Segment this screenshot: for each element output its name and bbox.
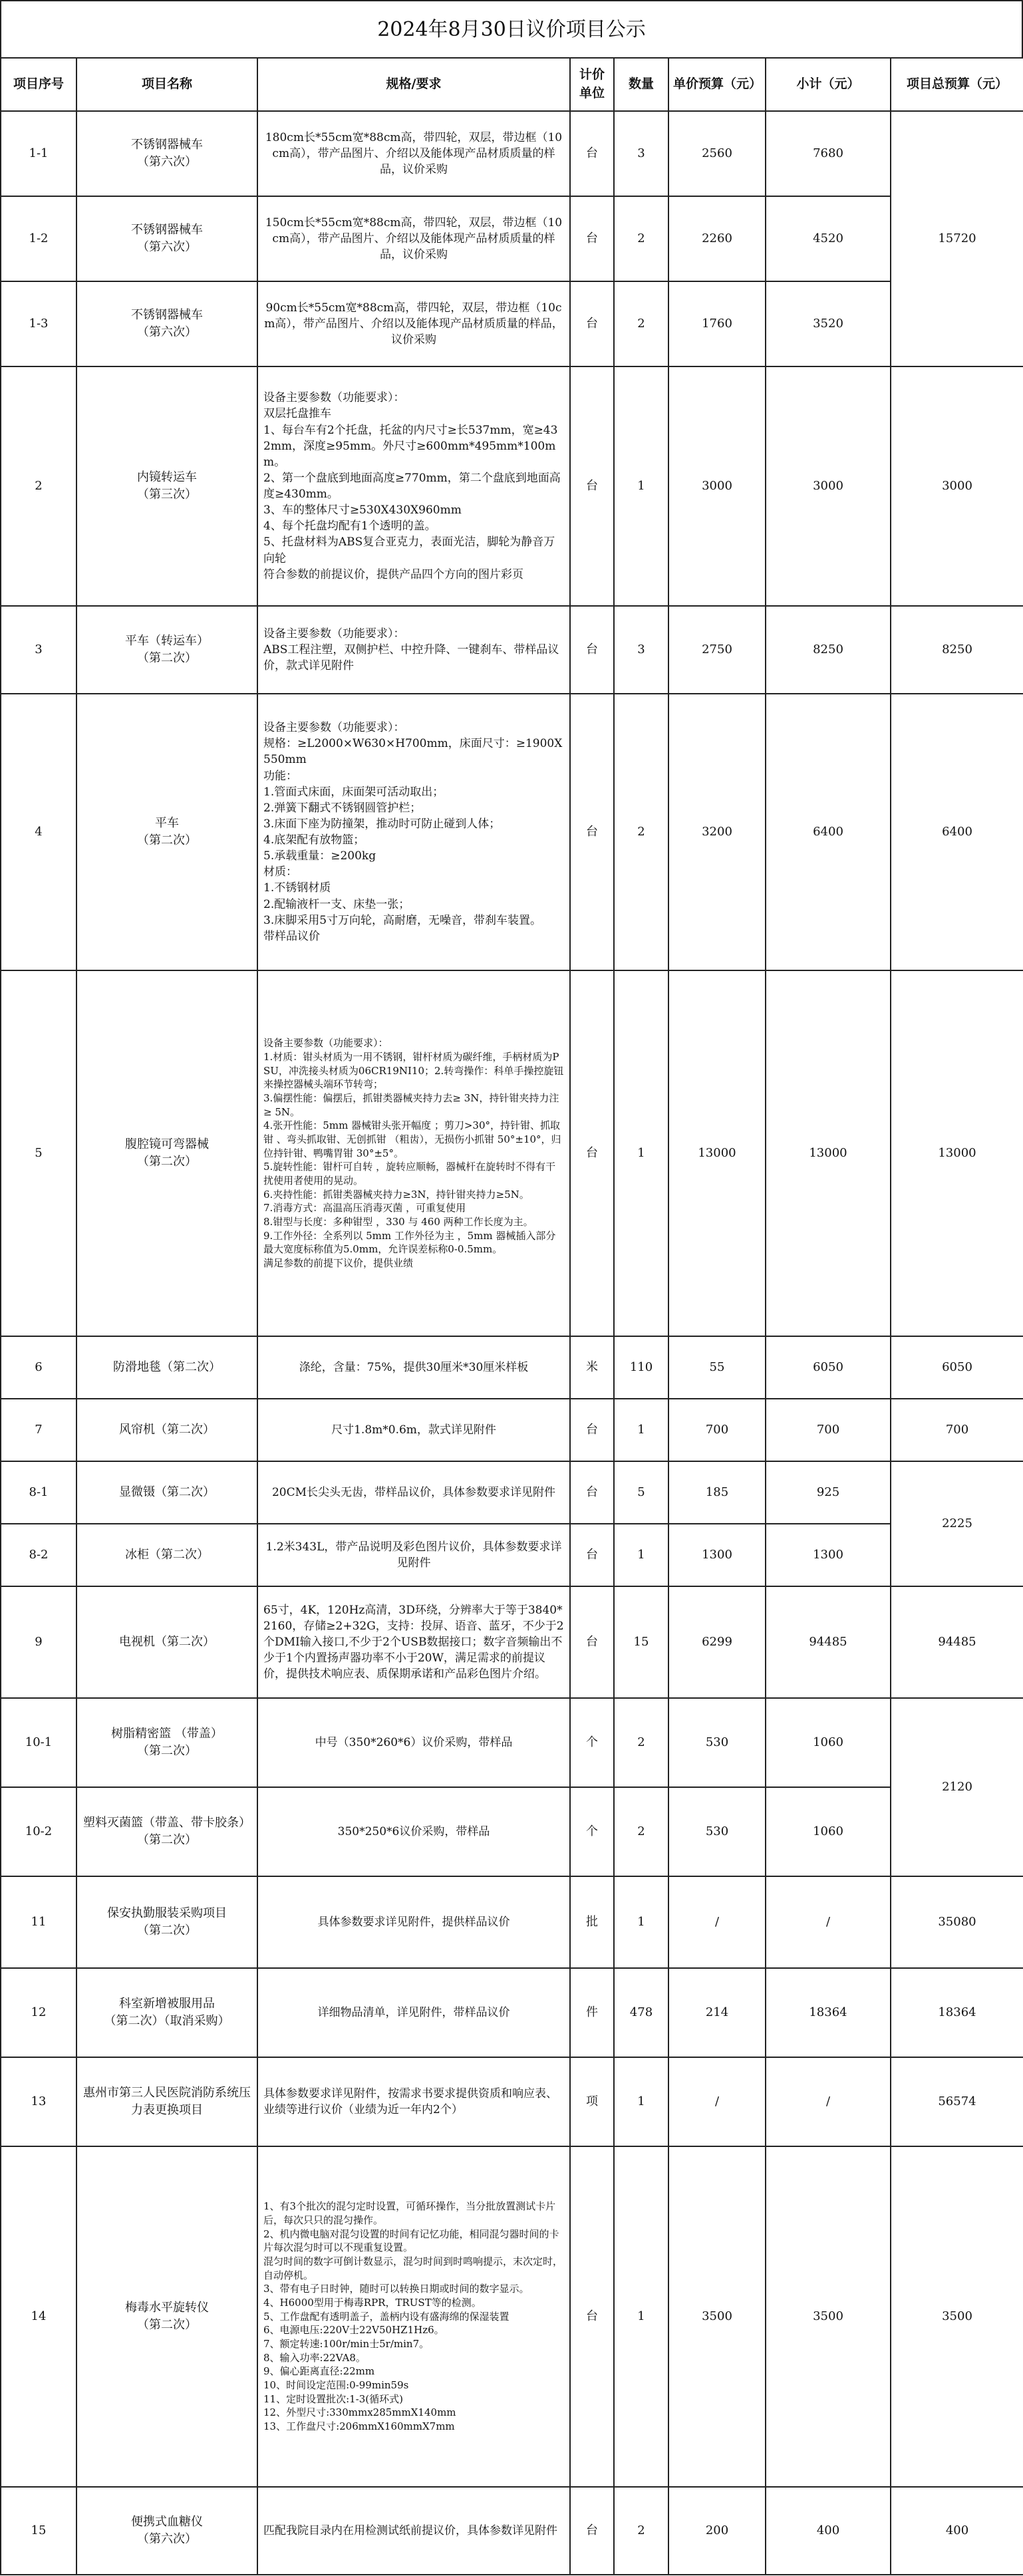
col-header-no: 项目序号 (1, 58, 76, 111)
table-row (1, 2057, 1023, 2146)
row-no: 1-3 (1, 281, 76, 366)
row-price: 1300 (668, 1524, 766, 1586)
col-header-price: 单价预算（元） (668, 58, 766, 111)
row-spec: 1、有3个批次的混匀定时设置，可循环操作，当分批放置测试卡片后，每次只只的混匀操作。 2、机内微电脑对混匀设置的时间有记忆功能，相同混匀器时间的卡片每次混匀时可以不现重复设置。 混匀时间的数字可倒计数显示，混匀时间到时鸣响提示，末次定时，自动停机。 3、带有电子日时钟，随时可以转换日期或时间的数字显示。 4、H6000型用于梅毒RPR，TRUST等的检测。 5、工作盘配有透明盖子，盖柄内设有盛海绵的保湿装置 6、电源电压:220V士22V50HZ1Hz6。 7、额定转速:100r/min士5r/min7。 8、输入功率:22VA8。 9、偏心距离直径:22mm 10、时间设定范围:0-99min59s 11、定时设置批次:1-3(循环式) 12、外型尺寸:330mmx285mmX140mm 13、工作盘尺寸:206mmX160mmX7mm (257, 2146, 570, 2487)
row-qty: 2 (614, 1698, 668, 1787)
row-price: 2260 (668, 196, 766, 281)
row-unit: 台 (570, 1586, 614, 1698)
row-subtotal: 8250 (766, 606, 891, 694)
row-spec: 具体参数要求详见附件，按需求书要求提供资质和响应表、业绩等进行议价（业绩为近一年内2个） (257, 2057, 570, 2146)
row-no: 10-2 (1, 1787, 76, 1876)
row-name: 科室新增被服用品 （第二次）（取消采购） (76, 1968, 257, 2057)
row-price: 3200 (668, 694, 766, 970)
row-no: 12 (1, 1968, 76, 2057)
row-spec: 设备主要参数（功能要求）： 1.材质：钳头材质为一用不锈钢，钳杆材质为碳纤维，手柄材质为PSU，冲洗接头材质为06CR19NI10；2.转弯操作：科单手操控旋钮来操控器械头端环节转弯； 3.偏摆性能：偏摆后，抓钳类器械夹持力去≥ 3N，持针钳夹持力注 ≥ 5N。 4.张开性能：5mm 器械钳头张开幅度 ；剪刀>30°，持针钳、抓取钳 、弯头抓取钳、无创抓钳 （粗齿），无损伤小抓钳 50°±10°，归位持针钳、鸭嘴胃钳 30°±5°。 5.旋转性能：钳杆可自转 ，旋转应顺畅，器械杆在旋转时不得有干扰使用者使用的晃动。 6.夹持性能：抓钳类器械夹持力≥3N，持针钳夹持力≥5N。 7.消毒方式：高温高压消毒灭菌 ，可重复使用 8.钳型与长度：多种钳型 ，330 与 460 两种工作长度为主。 9.工作外径：全系列以 5mm 工作外径为主 ，5mm 器械插入部分最大宽度标称值为5.0mm，允许误差标称0-0.5mm。 满足参数的前提下议价，提供业绩 (257, 970, 570, 1336)
row-unit: 台 (570, 1461, 614, 1524)
row-price: 214 (668, 1968, 766, 2057)
table-row (1, 1586, 1023, 1698)
row-total: 94485 (891, 1586, 1023, 1698)
row-subtotal: 400 (766, 2487, 891, 2575)
row-subtotal: 3500 (766, 2146, 891, 2487)
row-unit: 台 (570, 1399, 614, 1461)
row-unit: 米 (570, 1336, 614, 1399)
row-total: 35080 (891, 1876, 1023, 1968)
row-price: 530 (668, 1698, 766, 1787)
row-no: 13 (1, 2057, 76, 2146)
table-row (1, 606, 1023, 694)
row-subtotal: 3520 (766, 281, 891, 366)
row-name: 便携式血糖仪 （第六次） (76, 2487, 257, 2575)
row-no: 1-2 (1, 196, 76, 281)
row-no: 4 (1, 694, 76, 970)
row-name: 腹腔镜可弯器械 （第二次） (76, 970, 257, 1336)
row-price: 530 (668, 1787, 766, 1876)
row-unit: 台 (570, 111, 614, 196)
row-total: 56574 (891, 2057, 1023, 2146)
row-name: 不锈钢器械车 （第六次） (76, 196, 257, 281)
row-unit: 个 (570, 1787, 614, 1876)
row-name: 不锈钢器械车 （第六次） (76, 111, 257, 196)
row-price: 3000 (668, 366, 766, 606)
page-title: 2024年8月30日议价项目公示 (0, 0, 1023, 57)
row-qty: 15 (614, 1586, 668, 1698)
row-price: 13000 (668, 970, 766, 1336)
row-name: 平车（转运车） （第二次） (76, 606, 257, 694)
row-price: 2560 (668, 111, 766, 196)
row-no: 7 (1, 1399, 76, 1461)
table-row (1, 1968, 1023, 2057)
row-price: / (668, 1876, 766, 1968)
row-subtotal: 1060 (766, 1787, 891, 1876)
row-unit: 批 (570, 1876, 614, 1968)
row-unit: 个 (570, 1698, 614, 1787)
row-unit: 台 (570, 970, 614, 1336)
row-price: 1760 (668, 281, 766, 366)
row-spec: 90cm长*55cm宽*88cm高，带四轮，双层，带边框（10cm高），带产品图片、介绍以及能体现产品材质质量的样品，议价采购 (257, 281, 570, 366)
table-row (1, 1876, 1023, 1968)
row-subtotal: 94485 (766, 1586, 891, 1698)
row-spec: 尺寸1.8m*0.6m，款式详见附件 (257, 1399, 570, 1461)
row-total: 3000 (891, 366, 1023, 606)
row-subtotal: 925 (766, 1461, 891, 1524)
row-name: 梅毒水平旋转仪 （第二次） (76, 2146, 257, 2487)
row-name: 塑料灭菌篮（带盖、带卡胶条）（第二次） (76, 1787, 257, 1876)
row-qty: 3 (614, 606, 668, 694)
table-row (1, 1787, 1023, 1876)
row-spec: 具体参数要求详见附件，提供样品议价 (257, 1876, 570, 1968)
row-unit: 件 (570, 1968, 614, 2057)
row-unit: 台 (570, 606, 614, 694)
col-header-name: 项目名称 (76, 58, 257, 111)
row-subtotal: / (766, 1876, 891, 1968)
row-price: 3500 (668, 2146, 766, 2487)
row-qty: 1 (614, 1524, 668, 1586)
row-name: 不锈钢器械车 （第六次） (76, 281, 257, 366)
row-no: 15 (1, 2487, 76, 2575)
row-qty: 3 (614, 111, 668, 196)
row-subtotal: 18364 (766, 1968, 891, 2057)
row-spec: 设备主要参数（功能要求）： 双层托盘推车 1、每台车有2个托盘，托盆的内尺寸≥长537mm，宽≥432mm，深度≥95mm。外尺寸≥600mm*495mm*100mm。 2、第一个盘底到地面高度≥770mm，第二个盘底到地面高度≥430mm。 3、车的整体尺寸≥530X430X960mm 4、每个托盘均配有1个透明的盖。 5、托盘材料为ABS复合亚克力，表面光洁，脚轮为静音万向轮 符合参数的前提议价，提供产品四个方向的图片彩页 (257, 366, 570, 606)
row-spec: 65寸，4K，120Hz高清，3D环绕，分辨率大于等于3840*2160，存储≥2+32G，支持：投屏、语音、蓝牙，不少于2个DMI输入接口,不少于2个USB数据接口；数字音频输出不少于1个内置扬声器功率不小于20W，满足需求的前提议价，提供技术响应表、质保期承诺和产品彩色图片介绍。 (257, 1586, 570, 1698)
row-spec: 设备主要参数（功能要求）： ABS工程注塑，双侧护栏、中控升降、一键刹车、带样品议价，款式详见附件 (257, 606, 570, 694)
header-row (1, 58, 1023, 111)
row-spec: 180cm长*55cm宽*88cm高，带四轮，双层，带边框（10cm高），带产品图片、介绍以及能体现产品材质质量的样品，议价采购 (257, 111, 570, 196)
row-subtotal: 4520 (766, 196, 891, 281)
row-name: 内镜转运车 （第三次） (76, 366, 257, 606)
table-row (1, 1698, 1023, 1787)
row-qty: 478 (614, 1968, 668, 2057)
row-name: 风帘机（第二次） (76, 1399, 257, 1461)
table-row (1, 111, 1023, 196)
row-spec: 中号（350*260*6）议价采购，带样品 (257, 1698, 570, 1787)
table-row (1, 366, 1023, 606)
row-name: 保安执勤服装采购项目 （第二次） (76, 1876, 257, 1968)
row-total: 2225 (891, 1461, 1023, 1586)
row-no: 1-1 (1, 111, 76, 196)
row-name: 电视机（第二次） (76, 1586, 257, 1698)
row-unit: 台 (570, 366, 614, 606)
row-no: 6 (1, 1336, 76, 1399)
project-table (0, 57, 1023, 2575)
col-header-subtotal: 小计（元） (766, 58, 891, 111)
table-row (1, 2487, 1023, 2575)
row-subtotal: 1060 (766, 1698, 891, 1787)
col-header-qty: 数量 (614, 58, 668, 111)
table-row (1, 1399, 1023, 1461)
row-no: 14 (1, 2146, 76, 2487)
row-no: 5 (1, 970, 76, 1336)
row-no: 10-1 (1, 1698, 76, 1787)
row-spec: 设备主要参数（功能要求）： 规格：≥L2000×W630×H700mm，床面尺寸：≥1900X550mm 功能： 1.管面式床面，床面架可活动取出； 2.弹簧下翻式不锈钢圆管护栏； 3.床面下座为防撞架，推动时可防止碰到人体； 4.底架配有放物篮； 5.承载重量：≥200kg 材质： 1.不锈钢材质 2.配输液杆一支、床垫一张； 3.床脚采用5寸万向轮，高耐磨，无噪音，带刹车装置。 带样品议价 (257, 694, 570, 970)
table-row (1, 1336, 1023, 1399)
table-row (1, 694, 1023, 970)
table-row (1, 196, 1023, 281)
row-name: 平车 （第二次） (76, 694, 257, 970)
row-qty: 2 (614, 196, 668, 281)
row-no: 8-2 (1, 1524, 76, 1586)
row-total: 700 (891, 1399, 1023, 1461)
row-subtotal: / (766, 2057, 891, 2146)
row-name: 树脂精密篮 （带盖） （第二次） (76, 1698, 257, 1787)
table-row (1, 2146, 1023, 2487)
col-header-unit: 计价单位 (570, 58, 614, 111)
row-total: 8250 (891, 606, 1023, 694)
row-spec: 350*250*6议价采购，带样品 (257, 1787, 570, 1876)
row-unit: 项 (570, 2057, 614, 2146)
row-subtotal: 1300 (766, 1524, 891, 1586)
row-price: 700 (668, 1399, 766, 1461)
row-qty: 2 (614, 1787, 668, 1876)
row-no: 8-1 (1, 1461, 76, 1524)
table-row (1, 281, 1023, 366)
row-name: 防滑地毯（第二次） (76, 1336, 257, 1399)
row-qty: 1 (614, 366, 668, 606)
row-price: / (668, 2057, 766, 2146)
row-no: 2 (1, 366, 76, 606)
row-total: 6050 (891, 1336, 1023, 1399)
row-name: 显微镊（第二次） (76, 1461, 257, 1524)
row-name: 惠州市第三人民医院消防系统压力表更换项目 (76, 2057, 257, 2146)
row-total: 18364 (891, 1968, 1023, 2057)
row-total: 2120 (891, 1698, 1023, 1876)
row-unit: 台 (570, 694, 614, 970)
row-qty: 1 (614, 970, 668, 1336)
col-header-total: 项目总预算（元） (891, 58, 1023, 111)
row-unit: 台 (570, 196, 614, 281)
row-price: 200 (668, 2487, 766, 2575)
row-subtotal: 3000 (766, 366, 891, 606)
row-qty: 5 (614, 1461, 668, 1524)
row-subtotal: 6050 (766, 1336, 891, 1399)
row-subtotal: 13000 (766, 970, 891, 1336)
row-spec: 匹配我院目录内在用检测试纸前提议价，具体参数详见附件 (257, 2487, 570, 2575)
row-subtotal: 7680 (766, 111, 891, 196)
row-qty: 2 (614, 2487, 668, 2575)
row-qty: 2 (614, 694, 668, 970)
row-price: 185 (668, 1461, 766, 1524)
row-total: 400 (891, 2487, 1023, 2575)
row-name: 冰柜（第二次） (76, 1524, 257, 1586)
row-spec: 1.2米343L，带产品说明及彩色图片议价，具体参数要求详见附件 (257, 1524, 570, 1586)
row-spec: 20CM长尖头无齿，带样品议价，具体参数要求详见附件 (257, 1461, 570, 1524)
row-total: 13000 (891, 970, 1023, 1336)
row-price: 6299 (668, 1586, 766, 1698)
row-qty: 1 (614, 1399, 668, 1461)
row-total: 3500 (891, 2146, 1023, 2487)
row-subtotal: 700 (766, 1399, 891, 1461)
row-qty: 1 (614, 2146, 668, 2487)
row-no: 3 (1, 606, 76, 694)
row-unit: 台 (570, 2146, 614, 2487)
row-price: 55 (668, 1336, 766, 1399)
row-total: 15720 (891, 111, 1023, 366)
row-qty: 110 (614, 1336, 668, 1399)
row-spec: 涤纶，含量：75%，提供30厘米*30厘米样板 (257, 1336, 570, 1399)
row-unit: 台 (570, 281, 614, 366)
row-spec: 150cm长*55cm宽*88cm高，带四轮，双层，带边框（10cm高），带产品图片、介绍以及能体现产品材质质量的样品，议价采购 (257, 196, 570, 281)
row-qty: 1 (614, 1876, 668, 1968)
col-header-spec: 规格/要求 (257, 58, 570, 111)
row-price: 2750 (668, 606, 766, 694)
row-unit: 台 (570, 2487, 614, 2575)
row-no: 11 (1, 1876, 76, 1968)
table-row (1, 970, 1023, 1336)
table-row (1, 1461, 1023, 1524)
row-unit: 台 (570, 1524, 614, 1586)
row-qty: 1 (614, 2057, 668, 2146)
row-no: 9 (1, 1586, 76, 1698)
row-qty: 2 (614, 281, 668, 366)
row-total: 6400 (891, 694, 1023, 970)
row-subtotal: 6400 (766, 694, 891, 970)
row-spec: 详细物品清单，详见附件，带样品议价 (257, 1968, 570, 2057)
table-row (1, 1524, 1023, 1586)
